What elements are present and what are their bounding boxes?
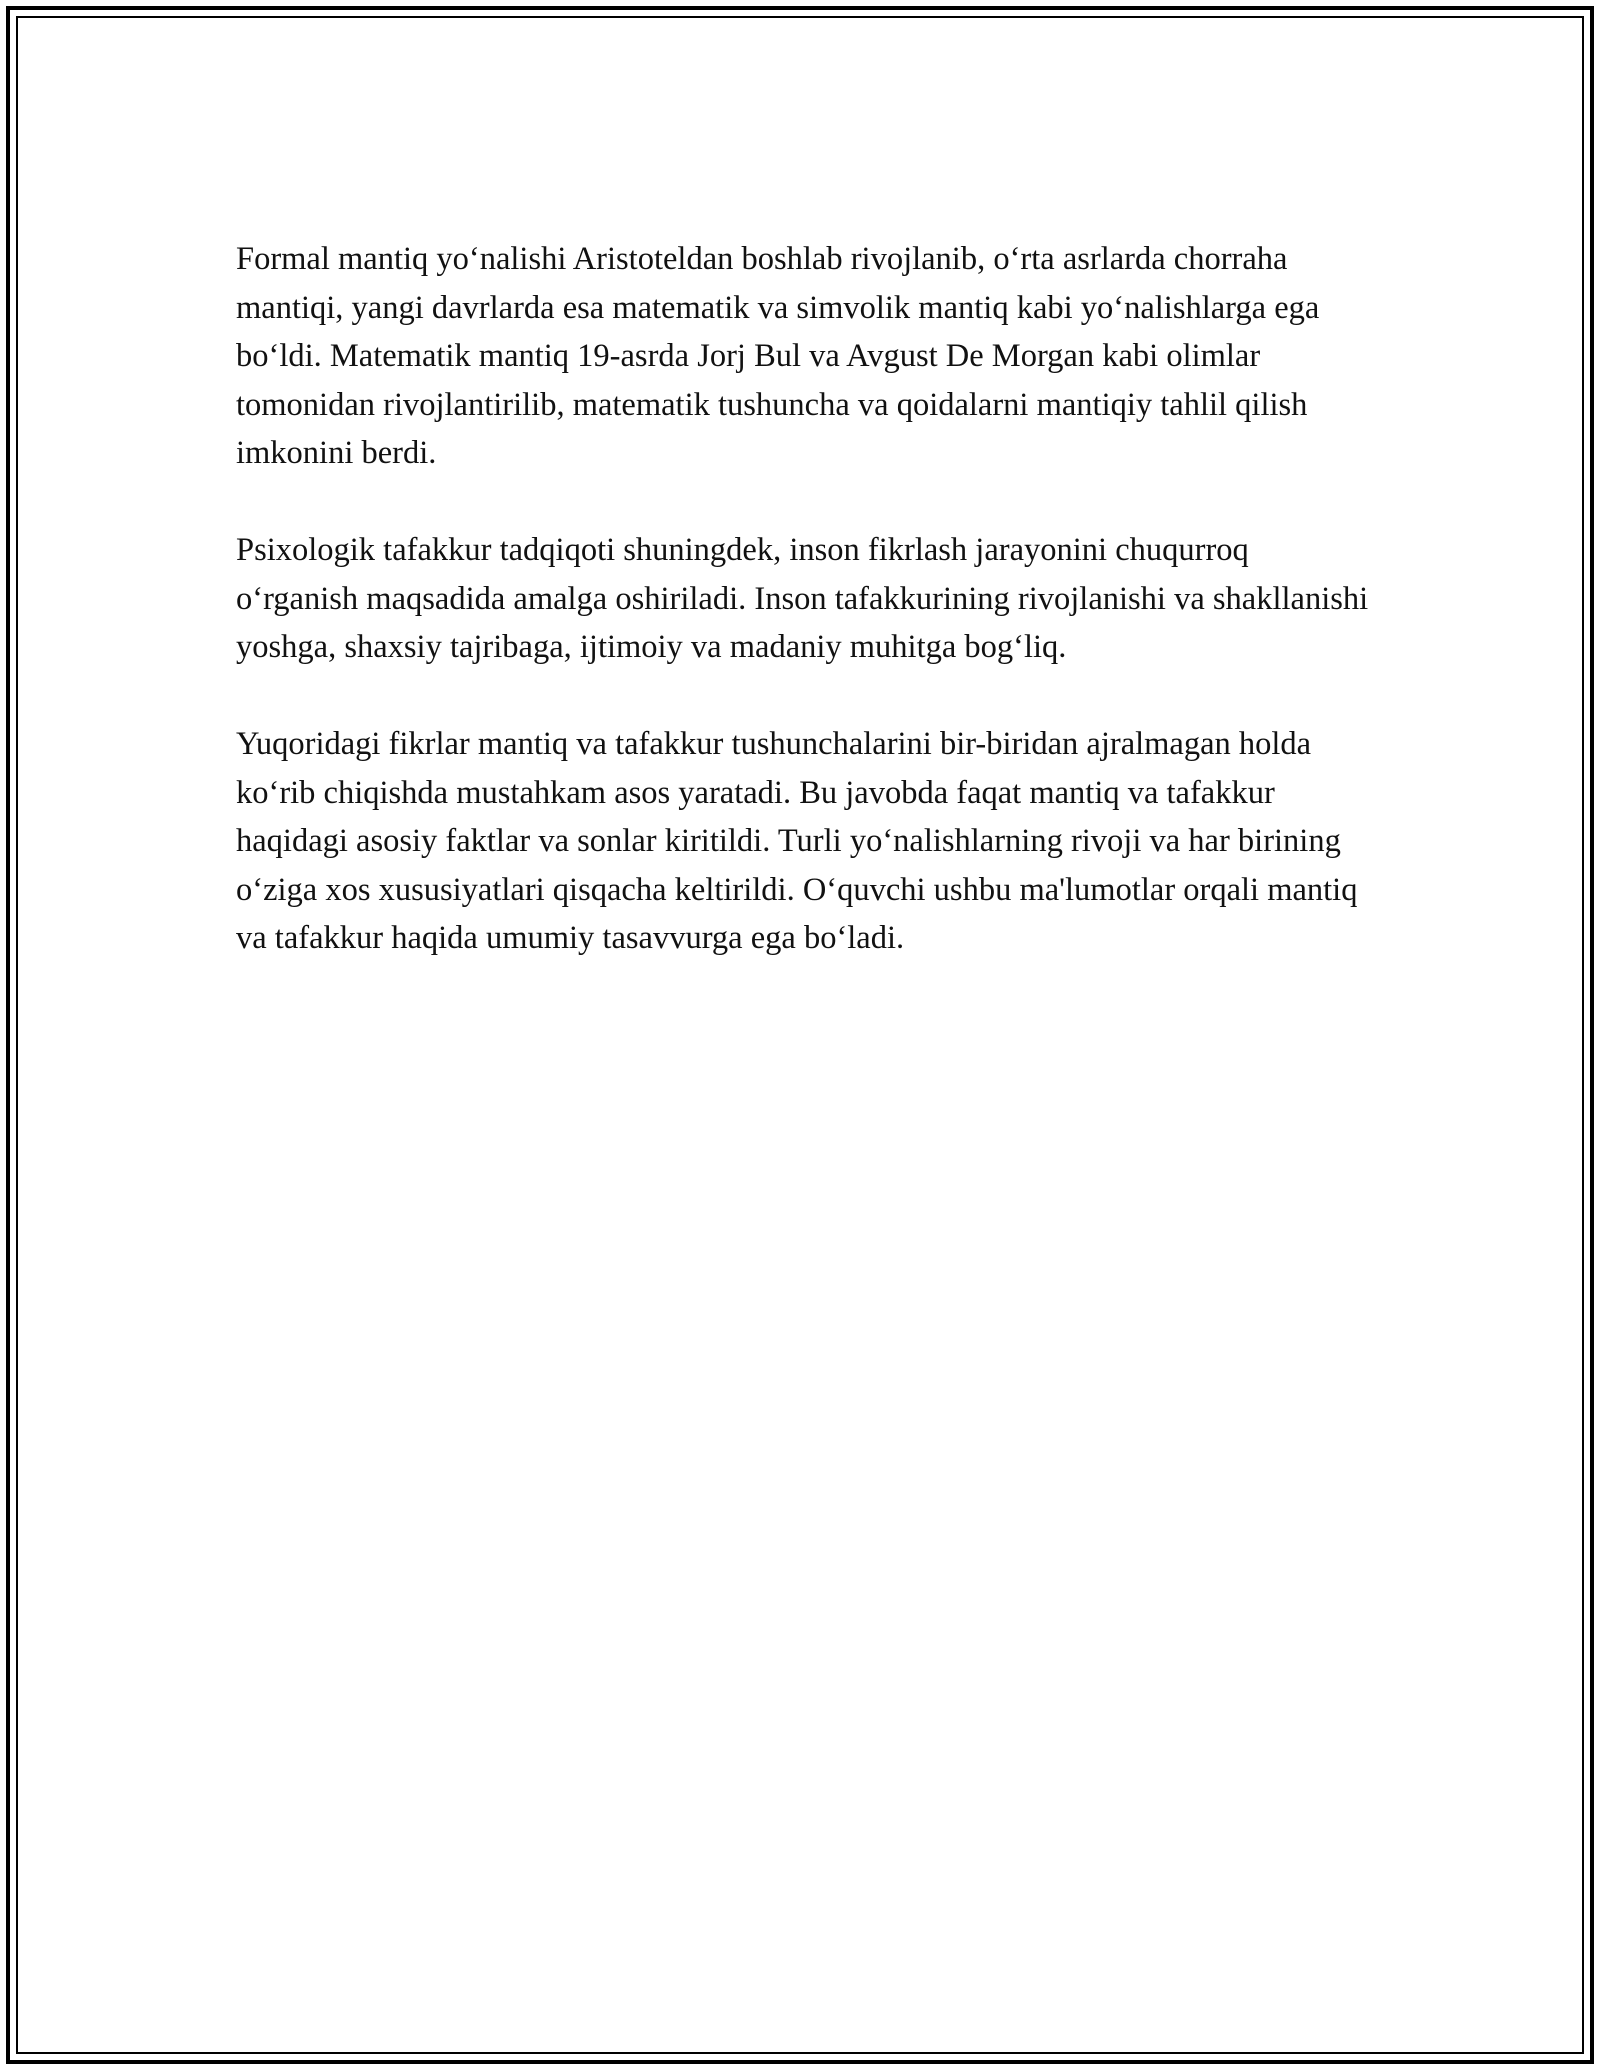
- document-body: [236, 235, 1376, 1011]
- paragraph-conclusion: Yuqoridagi fikrlar mantiq va tafakkur tushunchalarini bir-biridan ajralmagan holda ko‘rib chiqishda mustahkam asos yaratadi. Bu javobda faqat mantiq va tafakkur haqidagi asosiy faktlar va sonlar kiritildi. Turli yo‘nalishlarning rivoji va har birining o‘ziga xos xususiyatlari qisqacha keltirildi. O‘quvchi ushbu ma'lumotlar orqali mantiq va tafakkur haqida umumiy tasavvurga ega bo‘ladi.: [236, 726, 1358, 956]
- paragraph-formal-logic: Formal mantiq yo‘nalishi Aristoteldan boshlab rivojlanib, o‘rta asrlarda chorraha mantiqi, yangi davrlarda esa matematik va simvolik mantiq kabi yo‘nalishlarga ega bo‘ldi. Matematik mantiq 19-asrda Jorj Bul va Avgust De Morgan kabi olimlar tomonidan rivojlantirilib, matematik tushuncha va qoidalarni mantiqiy tahlil qilish imkonini berdi.: [236, 241, 1320, 471]
- paragraph-psychological-thinking: Psixologik tafakkur tadqiqoti shuningdek, inson fikrlash jarayonini chuqurroq o‘rganish maqsadida amalga oshiriladi. Inson tafakkurining rivojlanishi va shakllanishi yoshga, shaxsiy tajribaga, ijtimoiy va madaniy muhitga bog‘liq.: [236, 532, 1369, 665]
